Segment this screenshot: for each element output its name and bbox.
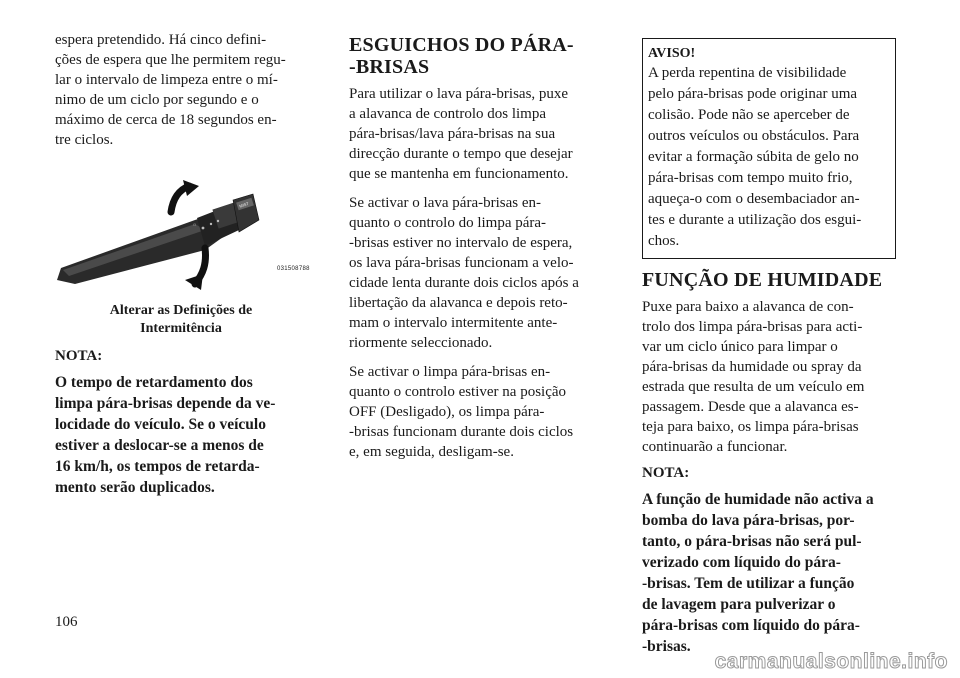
intro-paragraph: [55, 30, 307, 150]
text-line: teja para baixo, os limpa pára-brisas: [642, 419, 859, 435]
text-line: tre ciclos.: [55, 132, 114, 148]
heading-line: -BRISAS: [349, 56, 430, 78]
section-heading-humidity: FUNÇÃO DE HUMIDADE: [642, 269, 883, 291]
text-line: mento serão duplicados.: [55, 479, 215, 496]
text-line: Puxe para baixo a alavanca de con-: [642, 299, 854, 315]
text-line: OFF (Desligado), os limpa pára-: [349, 404, 545, 420]
text-line: -brisas. Tem de utilizar a função: [642, 575, 855, 592]
wiper-stalk-illustration: [55, 180, 307, 292]
text-line: espera pretendido. Há cinco defini-: [55, 32, 267, 48]
text-line: 16 km/h, os tempos de retarda-: [55, 458, 260, 475]
page-number: 106: [55, 614, 78, 630]
text-line: libertação da alavanca e depois reto-: [349, 295, 568, 311]
note-text: [642, 489, 896, 657]
text-line: pára-brisas com líquido do pára-: [642, 617, 860, 634]
text-line: O tempo de retardamento dos: [55, 374, 253, 391]
text-line: Se activar o lava pára-brisas en-: [349, 195, 541, 211]
text-line: chos.: [648, 233, 680, 249]
text-line: -brisas funcionam durante dois ciclos: [349, 424, 574, 440]
text-line: estrada que resulta de um veículo em: [642, 379, 865, 395]
text-line: A função de humidade não activa a: [642, 491, 874, 508]
text-line: -brisas.: [642, 638, 691, 655]
text-line: trolo dos limpa pára-brisas para acti-: [642, 319, 863, 335]
warning-text: [648, 63, 889, 252]
paragraph: [349, 193, 604, 353]
text-line: e, em seguida, desligam-se.: [349, 444, 514, 460]
text-line: quanto o controlo do limpa pára-: [349, 215, 547, 231]
paragraph: [349, 362, 604, 462]
text-line: lar o intervalo de limpeza entre o mí-: [55, 72, 278, 88]
heading-line: ESGUICHOS DO PÁRA-: [349, 34, 574, 56]
warning-box: [642, 38, 896, 259]
figure-code: 031508788: [277, 266, 310, 272]
text-line: Se activar o limpa pára-brisas en-: [349, 364, 551, 380]
warning-title: AVISO!: [648, 46, 696, 61]
text-line: passagem. Desde que a alavanca es-: [642, 399, 859, 415]
text-line: locidade do veículo. Se o veículo: [55, 416, 266, 433]
paragraph: [349, 84, 604, 184]
note-label: NOTA:: [642, 465, 690, 481]
text-line: tes e durante a utilização dos esgui-: [648, 212, 862, 228]
caption-line: Alterar as Definições de: [109, 303, 253, 318]
watermark: carmanualsonline.info: [714, 650, 948, 673]
text-line: limpa pára-brisas depende da ve-: [55, 395, 276, 412]
text-line: tanto, o pára-brisas não será pul-: [642, 533, 862, 550]
text-line: a alavanca de controlo dos limpa: [349, 106, 547, 122]
text-line: cidade lenta durante dois ciclos após a: [349, 275, 579, 291]
middle-column: [349, 30, 604, 462]
text-line: que se mantenha em funcionamento.: [349, 166, 569, 182]
paragraph: [642, 297, 896, 457]
text-line: quanto o controlo estiver na posição: [349, 384, 567, 400]
right-column: [642, 30, 896, 657]
text-line: bomba do lava pára-brisas, por-: [642, 512, 855, 529]
wiper-stalk-figure: [55, 180, 310, 292]
text-line: estiver a deslocar-se a menos de: [55, 437, 264, 454]
text-line: direcção durante o tempo que desejar: [349, 146, 573, 162]
text-line: pára-brisas com tempo muito frio,: [648, 170, 853, 186]
text-line: os lava pára-brisas funcionam a velo-: [349, 255, 574, 271]
svg-text:O: O: [193, 222, 197, 227]
text-line: riormente seleccionado.: [349, 335, 493, 351]
left-column: [55, 30, 310, 498]
text-line: pára-brisas/lava pára-brisas na sua: [349, 126, 556, 142]
text-line: de lavagem para pulverizar o: [642, 596, 836, 613]
text-line: A perda repentina de visibilidade: [648, 65, 847, 81]
text-line: ções de espera que lhe permitem regu-: [55, 52, 286, 68]
text-line: mam o intervalo intermitente ante-: [349, 315, 558, 331]
text-line: Para utilizar o lava pára-brisas, puxe: [349, 86, 569, 102]
figure-caption: [55, 302, 307, 338]
section-heading-washers: [349, 34, 604, 78]
text-line: pelo pára-brisas pode originar uma: [648, 86, 858, 102]
text-line: outros veículos ou obstáculos. Para: [648, 128, 860, 144]
svg-text:MIST: MIST: [238, 200, 250, 209]
text-line: pára-brisas da humidade ou spray da: [642, 359, 862, 375]
text-line: nimo de um ciclo por segundo e o: [55, 92, 259, 108]
text-line: -brisas estiver no intervalo de espera,: [349, 235, 573, 251]
text-line: colisão. Pode não se aperceber de: [648, 107, 850, 123]
caption-line: Intermitência: [140, 321, 222, 336]
text-line: evitar a formação súbita de gelo no: [648, 149, 859, 165]
note-label: NOTA:: [55, 348, 103, 364]
text-line: var um ciclo único para limpar o: [642, 339, 838, 355]
rotate-up-arrow-icon: [171, 180, 199, 212]
text-line: máximo de cerca de 18 segundos en-: [55, 112, 277, 128]
note-text: [55, 372, 307, 498]
text-line: continuarão a funcionar.: [642, 439, 788, 455]
text-line: verizado com líquido do pára-: [642, 554, 841, 571]
text-line: aqueça-o com o desembaciador an-: [648, 191, 860, 207]
